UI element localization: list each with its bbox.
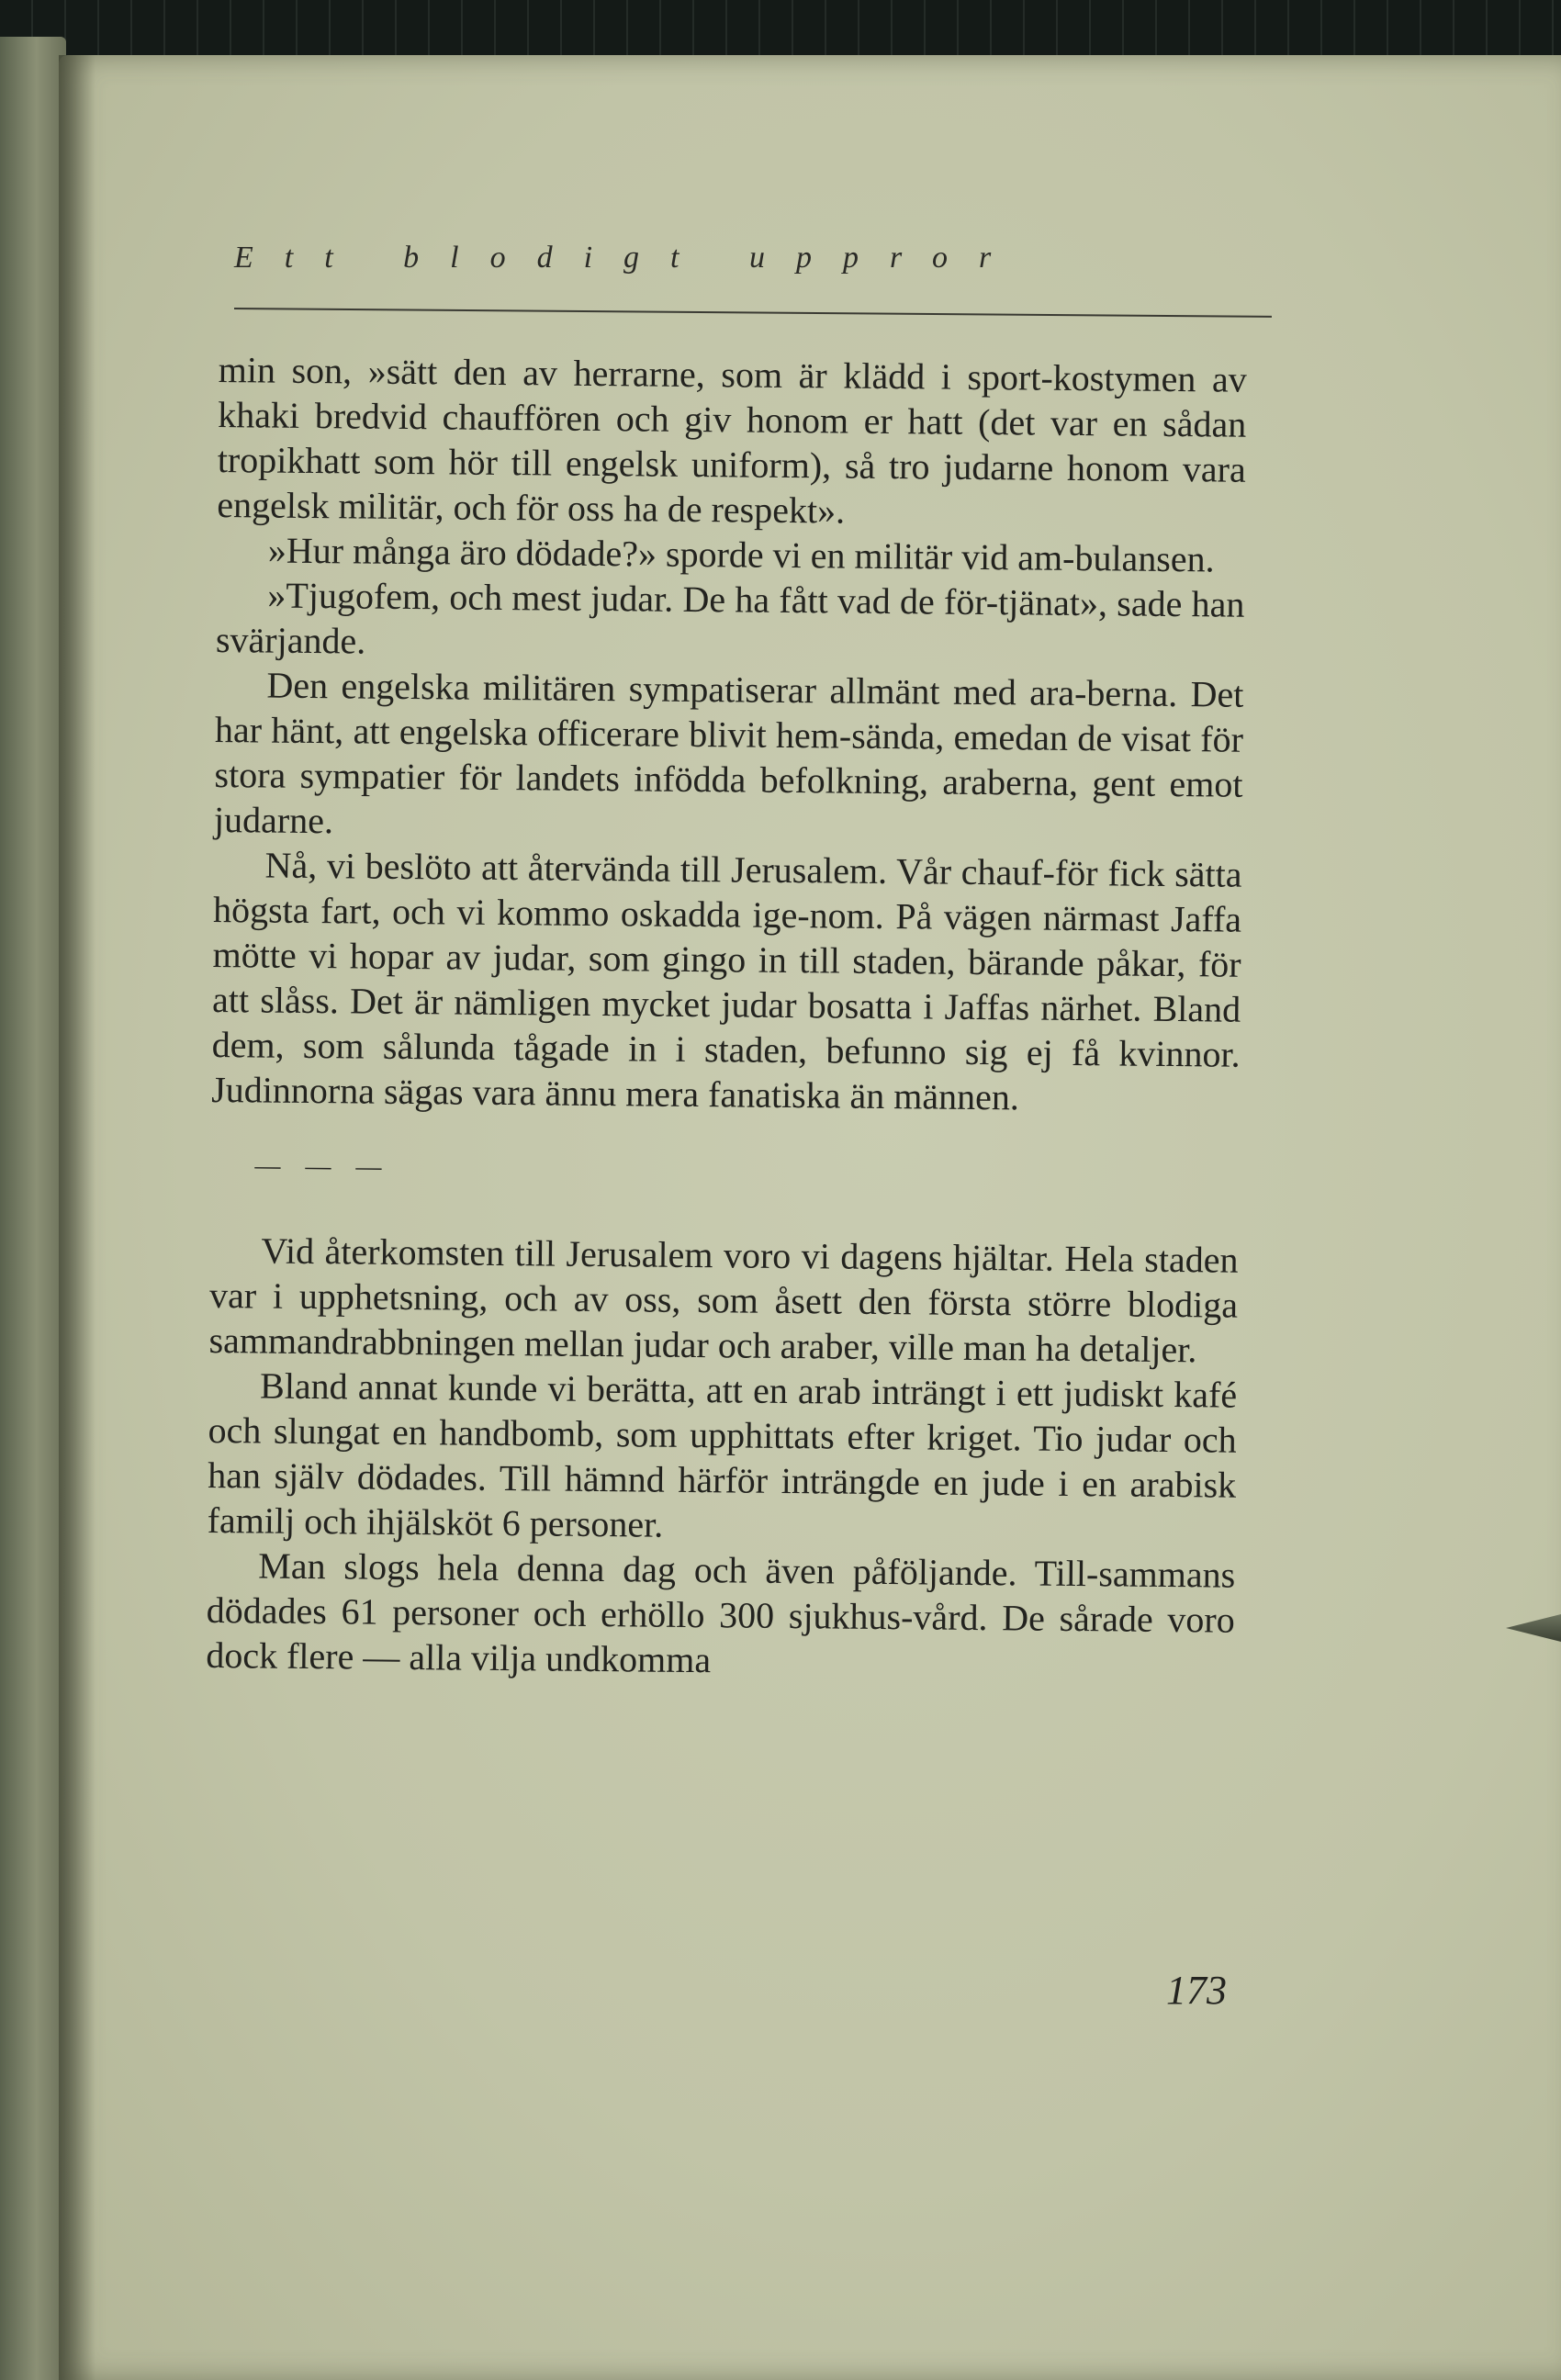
paragraph: min son, »sätt den av herrarne, som är klädd i sport-kostymen av khaki bredvid chauffören och giv honom er hatt (det var en sådan tropikhatt som hör till engelsk uniform), så tro judarne honom vara engelsk militär, och för oss ha de respekt». [217, 348, 1247, 532]
facing-page-edge [0, 37, 66, 2380]
paragraph: Nå, vi beslöto att återvända till Jerusalem. Vår chauf-för fick sätta högsta fart, och vi kommo oskadda ige-nom. På vägen närmast Jaffa mötte vi hopar av judar, som gingo in till staden, bärande påkar, för att slåss. Det är nämligen mycket judar bosatta i Jaffas närhet. Bland dem, som sålunda tågade in i staden, befunno sig ej få kvinnor. Judinnorna sägas vara ännu mera fanatiska än männen. [211, 844, 1242, 1118]
running-head: Ett blodigt uppror [234, 241, 1023, 275]
section-break: — — — [254, 1151, 391, 1182]
paragraph: »Tjugofem, och mest judar. De ha fått vad de för-tjänat», sade han svärjande. [215, 574, 1245, 662]
gutter-shadow [59, 55, 95, 2380]
page-number: 173 [1166, 1968, 1227, 2013]
paragraph: Man slogs hela denna dag och även påföljande. Till-sammans dödades 61 personer och erhöllo 300 sjukhus-vård. De sårade voro dock flere — alla vilja undkomma [206, 1544, 1236, 1681]
body-text [206, 347, 1247, 1688]
paragraph: Den engelska militären sympatiserar allmänt med ara-berna. Det har hänt, att engelska officerare blivit hem-sända, emedan de visat för stora sympatier för landets infödda befolkning, araberna, gent emot judarne. [213, 664, 1244, 842]
paragraph: Vid återkomsten till Jerusalem voro vi dagens hjältar. Hela staden var i upphetsning, och av oss, som åsett den första större blodiga sammandrabbningen mellan judar och araber, ville man ha detaljer. [208, 1229, 1239, 1371]
paragraph: Bland annat kunde vi berätta, att en arab inträngt i ett judiskt kafé och slungat en handbomb, som upphittats efter kriget. Tio judar och han själv dödades. Till hämnd härför inträngde en jude i en arabisk familj och ihjälsköt 6 personer. [207, 1364, 1238, 1545]
paragraph: »Hur många äro dödade?» sporde vi en militär vid am-bulansen. [267, 529, 1215, 580]
